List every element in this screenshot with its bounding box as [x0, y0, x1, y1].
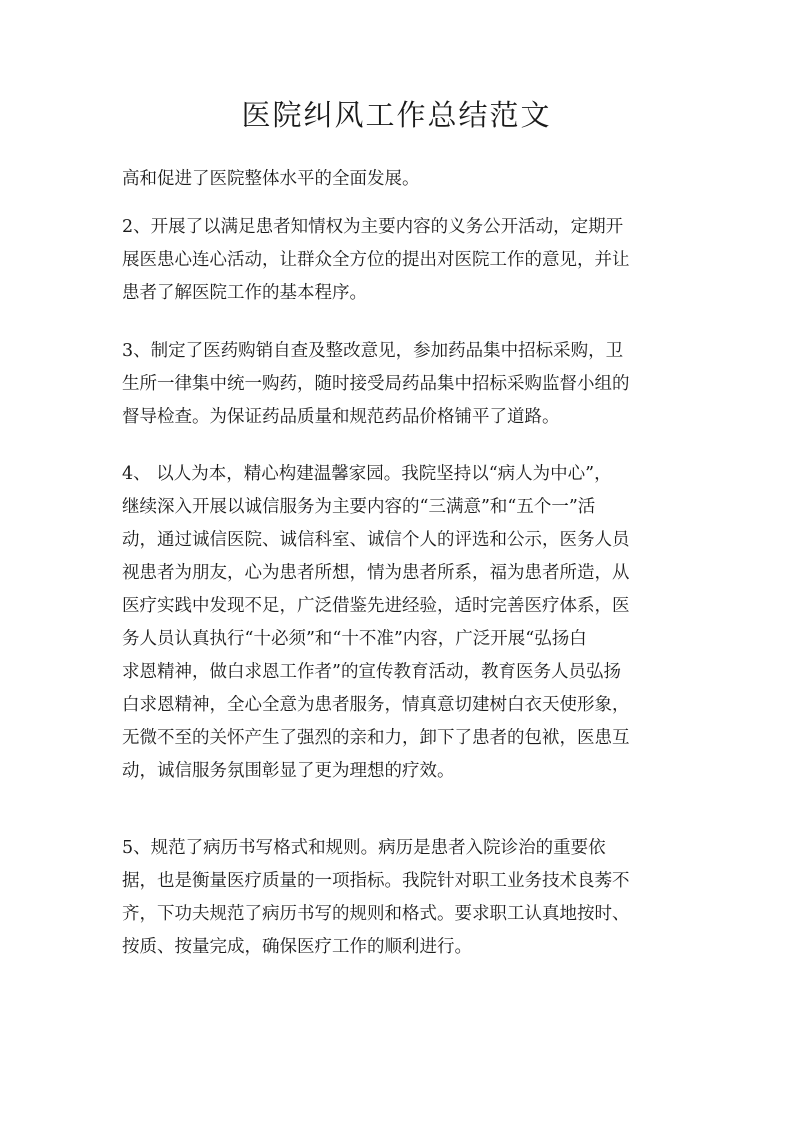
paragraph-2: 2、开展了以满足患者知情权为主要内容的义务公开活动，定期开 展医患心连心活动，让群众全方位的提出对医院工作的意见，并让 患者了解医院工作的基本程序。	[122, 217, 630, 303]
document-title: 医院纠风工作总结范文	[241, 98, 552, 132]
paragraph-1: 高和促进了医院整体水平的全面发展。	[122, 169, 420, 189]
paragraph-5: 5、规范了病历书写格式和规则。病历是患者入院诊治的重要依 据，也是衡量医疗质量的一项指标。我院针对职工业务技术良莠不 齐，下功夫规范了病历书写的规则和格式。要求职工认真地按时、 按质、按量完成，确保医疗工作的顺利进行。	[122, 838, 630, 957]
paragraph-4: 4、 以人为本，精心构建温馨家园。我院坚持以“病人为中心”， 继续深入开展以诚信服务为主要内容的“三满意”和“五个一”活 动，通过诚信医院、诚信科室、诚信个人的评选和公示，医务人员 视患者为朋友，心为患者所想，情为患者所系，福为患者所造，从 医疗实践中发现不足，广泛借鉴先进经验，适时完善医疗体系，医 务人员认真执行“十必须”和“十不准”内容，广泛开展“弘扬白 求恩精神，做白求恩工作者”的宣传教育活动，教育医务人员弘扬 白求恩精神，全心全意为患者服务，情真意切建树白衣天使形象， 无微不至的关怀产生了强烈的亲和力，卸下了患者的包袱，医患互 动，诚信服务氛围彰显了更为理想的疗效。	[122, 464, 630, 781]
paragraph-3: 3、制定了医药购销自查及整改意见，参加药品集中招标采购，卫 生所一律集中统一购药，随时接受局药品集中招标采购监督小组的 督导检查。为保证药品质量和规范药品价格铺平了道路。	[122, 341, 630, 427]
